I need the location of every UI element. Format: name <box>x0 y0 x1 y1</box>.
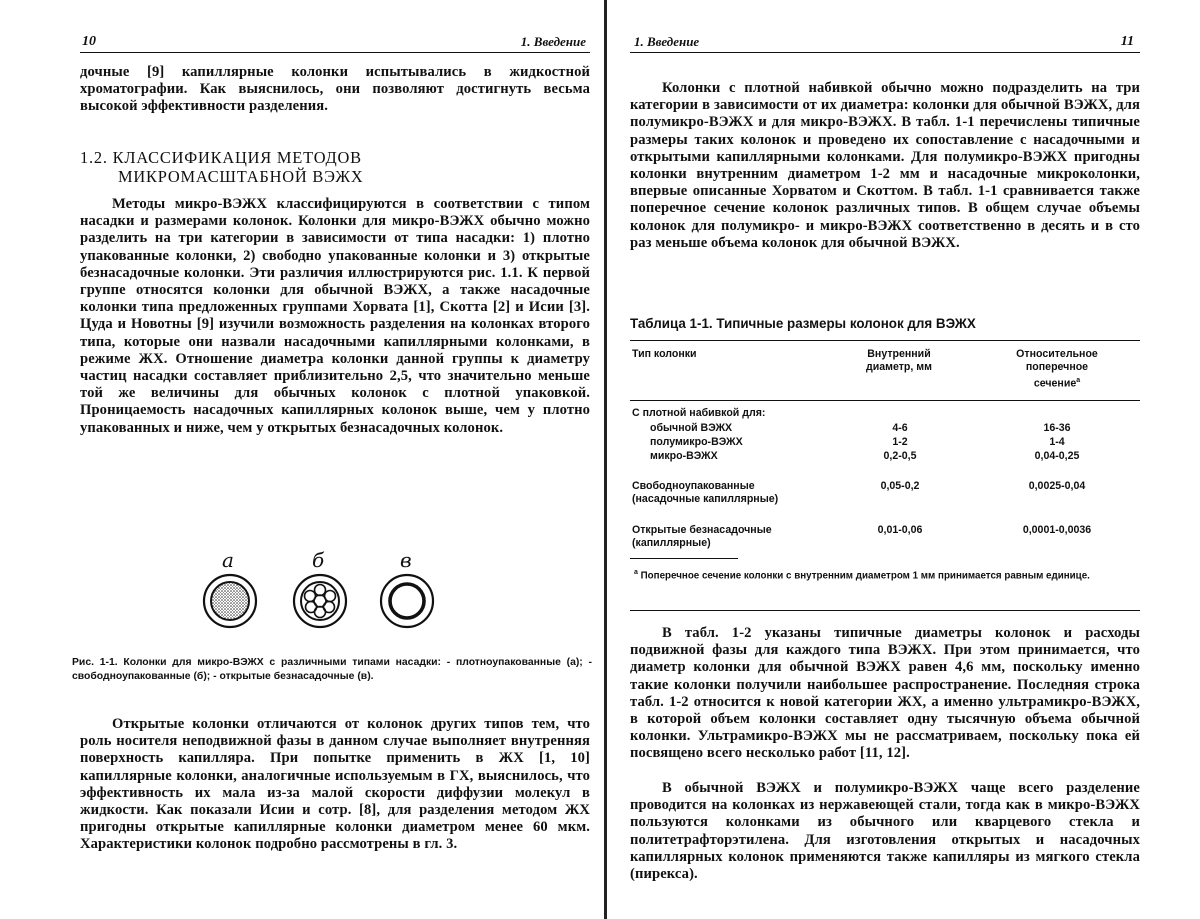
table-cell-type: микро-ВЭЖХ <box>650 450 718 462</box>
figure-label-v: в <box>400 548 412 572</box>
footnote-text: Поперечное сечение колонки с внутренним диаметром 1 мм принимается равным единице. <box>640 570 1090 582</box>
heading-line-2: МИКРОМАСШТАБНОЙ ВЭЖХ <box>118 167 364 186</box>
heading-line-1: 1.2. КЛАССИФИКАЦИЯ МЕТОДОВ <box>80 148 362 167</box>
table-cell-type: Свободноупакованные (насадочные капиллярные) <box>632 480 779 505</box>
paragraph-materials: В обычной ВЭЖХ и полумикро-ВЭЖХ чаще всего разделение проводится на колонках из нержавеющей стали, тогда как в микро-ВЭЖХ пользуются колонками из обычного или кварцевого стекла и политетрафторэтилена. Для изготовления открытых и насадочных капиллярных колонок применяются также капилляры из мягкого стекла (пирекса). <box>630 780 1140 883</box>
table-cell-diameter: 0,05-0,2 <box>880 480 920 492</box>
book-spine <box>604 0 607 919</box>
table-cell-diameter: 0,01-0,06 <box>877 524 923 536</box>
page-number: 11 <box>1120 34 1134 49</box>
table-cell-type: Открытые безнасадочные (капиллярные) <box>632 524 772 549</box>
open-column-icon <box>381 575 433 627</box>
table-cell-type: полумикро-ВЭЖХ <box>650 436 743 448</box>
paragraph-table-1-2: В табл. 1-2 указаны типичные диаметры колонок и расходы подвижной фазы для каждого типа ВЭЖХ. При этом принимается, что диаметр колонки для обычной ВЭЖХ равен 4,6 мм, поскольку именно такие колонки получили наибольшее распространение. Последняя строка табл. 1-2 относится к новой категории ЖХ, а именно ультрамикро-ВЭЖХ, в которой объем колонки составляет одну тысячную объема обычной колонки. Ультрамикро-ВЭЖХ мы не рассматриваем, поскольку пока ей посвящено всего несколько работ [11, 12]. <box>630 625 1140 762</box>
figure-label-b: б <box>312 548 325 572</box>
figure-caption: Рис. 1-1. Колонки для микро-ВЭЖХ с различными типами насадки: - плотноупакованные (а); - свободноупакованные (б); - открытые безнасадочные (в). <box>72 657 592 682</box>
table-footnote <box>630 566 1140 583</box>
footnote-mark: а <box>634 569 638 576</box>
running-head: 1. Введение <box>634 34 700 49</box>
paragraph-continuation: дочные [9] капиллярные колонки испытывались в жидкостной хроматографии. Как выяснилось, они позволяют достигнуть весьма высокой эффективности разделения. <box>80 64 590 115</box>
table-cell-diameter: 0,2-0,5 <box>883 450 917 462</box>
table-cell-section: 0,0025-0,04 <box>1028 480 1086 492</box>
packed-column-icon <box>204 575 256 627</box>
table-cell-diameter: 1-2 <box>892 436 908 448</box>
columns-illustration <box>80 548 590 648</box>
table-top-rule <box>630 340 1140 341</box>
figure-label-a: а <box>222 548 234 572</box>
table-cell-section: 16-36 <box>1043 422 1071 434</box>
paragraph-open-columns: Открытые колонки отличаются от колонок других типов тем, что роль носителя неподвижной фазы в данном случае выполняет внутренняя поверхность капилляра. При попытке применить в ЖХ [1, 10] капиллярные колонки, аналогичные используемым в ГХ, выяснилось, что эффективность их мала из-за малой скорости диффузии молекул в жидкости. Как показали Исии и сотр. [8], для разделения методом ЖХ пригодны открытые капиллярные колонки диаметром менее 60 мкм. Характеристики колонок подробно рассмотрены в гл. 3. <box>80 716 590 853</box>
table-header-type: Тип колонки <box>632 348 697 360</box>
paragraph-packed-columns: Колонки с плотной набивкой обычно можно подразделить на три категории в зависимости от их диаметра: колонки для обычной ВЭЖХ, для полумикро-ВЭЖХ и для микро-ВЭЖХ. В табл. 1-1 перечислены типичные размеры таких колонок и проведено их сопоставление с насадочными и открытыми капиллярными колонками. Для полумикро-ВЭЖХ пригодны колонки внутренним диаметром 1-2 мм и насадочные микроколонки, впервые описанные Хорватом и Скоттом. В табл. 1-1 сравнивается также поперечное сечение колонок различных типов. В общем случае объемы колонок для полумикро- и микро-ВЭЖХ соответственно в десять и в сто раз меньше объема колонок для обычной ВЭЖХ. <box>630 80 1140 251</box>
table-header-footnote-mark: а <box>1076 377 1081 384</box>
right-page-header <box>630 24 1140 53</box>
table-group-label: С плотной набивкой для: <box>632 407 766 419</box>
page-number: 10 <box>82 34 96 49</box>
left-page-header <box>80 24 590 53</box>
table-cell-type: обычной ВЭЖХ <box>650 422 733 434</box>
table-caption: Таблица 1-1. Типичные размеры колонок для ВЭЖХ <box>630 316 976 331</box>
table-header-section-text: Относительное поперечное сечение <box>1016 348 1098 390</box>
table-header-rule <box>630 400 1140 401</box>
loose-packed-column-icon <box>294 575 346 627</box>
table-cell-section: 0,0001-0,0036 <box>1022 524 1092 536</box>
table-bottom-rule <box>630 610 1140 611</box>
section-heading <box>80 148 590 186</box>
paragraph-classification: Методы микро-ВЭЖХ классифицируются в соответствии с типом насадки и размерами колонок. Колонки для микро-ВЭЖХ обычно можно разделить на три категории в зависимости от типа насадки: 1) плотно упакованные колонки, 2) свободно упакованные колонки и 3) открытые безнасадочные колонки. Эти различия иллюстрируются рис. 1.1. К первой группе относятся колонки для обычной ВЭЖХ, а также насадочные колонки типа предложенных группами Хорвата [1], Скотта [2] и Исии [3]. Цуда и Новотны [9] изучили возможность разделения на колонках второго типа, которые они назвали насадочными капиллярными колонками, в режиме ЖХ. Отношение диаметра колонки данной группы к диаметру частиц насадки составляет приблизительно 2,5, что значительно меньше той же величины для обычных колонок с плотной упаковкой. Проницаемость насадочных капиллярных колонок выше, чем у плотно упакованных и ниже, чем у открытых безнасадочных колонок. <box>80 196 590 436</box>
running-head: 1. Введение <box>520 34 586 49</box>
table-header-section <box>1002 348 1112 391</box>
table-cell-section: 1-4 <box>1049 436 1065 448</box>
footnote-rule <box>630 558 738 559</box>
table-cell-diameter: 4-6 <box>892 422 908 434</box>
figure-columns <box>80 548 590 648</box>
table-header-diameter: Внутренний диаметр, мм <box>866 348 932 373</box>
table-cell-section: 0,04-0,25 <box>1034 450 1080 462</box>
